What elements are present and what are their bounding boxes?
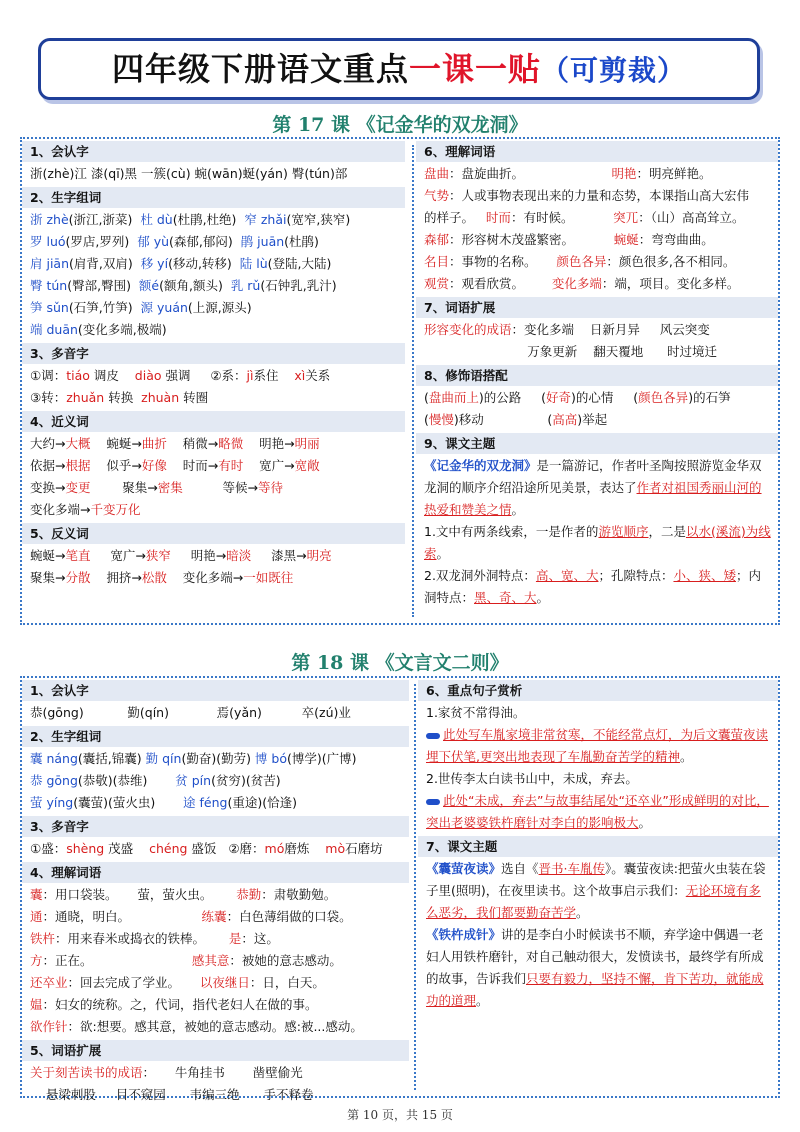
text-segment: 名目 (424, 254, 450, 269)
text-segment: 杜 dù (140, 212, 173, 227)
lesson-17-left-column (22, 139, 405, 589)
text-segment: 明丽 (294, 436, 320, 451)
text-segment: ：正在。 (42, 953, 192, 968)
column-divider (412, 145, 414, 617)
text-segment: 窄 zhǎi (244, 212, 287, 227)
text-line (416, 273, 778, 295)
text-segment: 分散 (65, 570, 91, 585)
text-segment: ：白色薄绢做的口袋。 (226, 909, 352, 924)
section-header: 3、多音字 (22, 343, 405, 364)
text-segment: 1.文中有两条线索，一是作者的 (424, 524, 599, 539)
section-header: 6、重点句子赏析 (418, 680, 778, 701)
text-segment: 悬梁刺股 目不窥园 韦编三绝 手不释卷 (30, 1087, 314, 1102)
section-header: 1、会认字 (22, 680, 409, 701)
text-segment: ：用口袋装。 萤，萤火虫。 (42, 887, 237, 902)
text-line (22, 792, 409, 814)
text-segment: (囊括,锦囊) (77, 751, 146, 766)
text-segment: ：有时候。 (510, 210, 614, 225)
text-segment: ( (424, 412, 429, 427)
text-segment: 勤 qín (145, 751, 182, 766)
section-header: 7、词语扩展 (416, 297, 778, 318)
text-line (22, 928, 409, 950)
lesson-18-left-column (22, 678, 409, 1106)
text-segment: (宽窄,狭窄) (286, 212, 351, 227)
text-segment: 乳 rǔ (230, 278, 261, 293)
text-segment: 是一篇游记，作者叶圣陶按照游览金华双龙洞的顺序介绍沿途所见美景，表达了 (424, 458, 762, 495)
text-segment: ；孔隙特点： (598, 568, 674, 583)
text-segment: 只要有毅力，坚持不懈，肯下苦功，就能成功的道理 (426, 971, 764, 1008)
text-segment: 小、狭、矮 (673, 568, 736, 583)
text-segment: diào (134, 368, 162, 383)
text-segment: 以夜继日 (199, 975, 250, 990)
text-segment: 游览顺序 (598, 524, 649, 539)
text-segment: 铁杵 (30, 931, 56, 946)
banner-note: （可剪裁） (541, 54, 687, 87)
text-segment: 明艳→ (170, 548, 227, 563)
text-paragraph (416, 455, 778, 521)
text-segment: (浙江,浙菜) (68, 212, 141, 227)
text-segment: 囊 (30, 887, 43, 902)
text-segment: 根据 (65, 458, 91, 473)
text-segment: 系住 (253, 368, 295, 383)
text-line (416, 319, 778, 341)
pencil-icon (426, 799, 440, 805)
text-line (22, 231, 405, 253)
text-segment: (杜鹃,杜绝) (172, 212, 245, 227)
text-segment: 媪 (30, 997, 43, 1012)
text-line (22, 748, 409, 770)
text-segment: 笔直 (65, 548, 91, 563)
text-segment: 《囊萤夜读》 (426, 861, 502, 876)
text-line (416, 387, 778, 409)
text-line (418, 768, 778, 790)
text-line (22, 319, 405, 341)
page-banner (38, 38, 760, 100)
text-segment: 调皮 (89, 368, 135, 383)
text-line (416, 185, 778, 207)
text-segment: 宽广→ (243, 458, 295, 473)
section-header: 5、反义词 (22, 523, 405, 544)
text-segment: 拥挤→ (90, 570, 142, 585)
text-segment: ：变化多端 日新月异 风云突变 (511, 322, 710, 337)
section-header: 7、课文主题 (418, 836, 778, 857)
section-header: 5、词语扩展 (22, 1040, 409, 1061)
text-segment: 松散 (141, 570, 167, 585)
text-line (22, 567, 405, 589)
text-segment: 欲作针 (30, 1019, 68, 1034)
text-segment: ：盘旋曲折。 (449, 166, 612, 181)
text-line (22, 433, 405, 455)
text-segment: 罗 luó (30, 234, 66, 249)
text-line (22, 545, 405, 567)
text-segment: ：明亮鲜艳。 (636, 166, 712, 181)
text-segment: 笋 sǔn (30, 300, 69, 315)
text-segment: 变换→ (30, 480, 66, 495)
text-segment: ：事物的名称。 (449, 254, 557, 269)
text-line (22, 387, 405, 409)
text-segment: 宽敞 (294, 458, 320, 473)
text-segment: 讲的是李白小时候读书不顺，弃学途中偶遇一老妇人用铁杵磨针，对自己触动很大，发愤读书，最终学有所成的故事，告诉我们 (426, 927, 764, 986)
text-segment: (森郁,郁闷) (169, 234, 241, 249)
text-segment: 额é (138, 278, 160, 293)
text-segment: 大约→ (30, 436, 66, 451)
text-segment: 变化多端→ (166, 570, 244, 585)
text-line (22, 253, 405, 275)
text-segment: 曲折 (141, 436, 167, 451)
lesson-18-title: 第 18 课 《文言文二则》 (291, 652, 509, 674)
text-segment: 等候→ (182, 480, 258, 495)
text-segment: 明亮 (306, 548, 332, 563)
text-segment: 气势 (424, 188, 450, 203)
text-segment: ；内洞特点： (424, 568, 761, 605)
text-segment: 浙(zhè)江 漆(qī)黑 一簇(cù) 蜿(wān)蜒(yán) 臀(tún)部 (30, 166, 348, 181)
text-segment: 萤 yíng (30, 795, 74, 810)
lesson-17-title: 第 17 课 《记金华的双龙洞》 (272, 114, 528, 136)
text-segment: 盛饭 ②磨： (187, 841, 265, 856)
text-segment: shèng (66, 841, 105, 856)
text-segment: 》。囊萤夜读:把萤火虫装在袋子里(照明)，在夜里读书。这个故事启示我们： (426, 861, 766, 898)
text-segment: (囊萤)(萤火虫) (73, 795, 184, 810)
text-segment: 作者对祖国秀丽山河的热爱和赞美之情 (424, 480, 762, 517)
text-paragraph (418, 790, 778, 834)
text-segment: 2.世传李太白读书山中，未成，弃去。 (426, 771, 638, 786)
text-segment: zhuàn (141, 390, 180, 405)
text-segment: 此处写车胤家境非常贫寒，不能经常点灯，为后文囊萤夜读埋下伏笔,更突出地表现了车胤勤奋苦学的精神 (426, 727, 769, 764)
text-segment: ：这。 (241, 931, 279, 946)
text-segment: 。 (511, 502, 525, 517)
text-segment: 此处“未成，弃去”与故事结尾处“还卒业”形成鲜明的对比，突出老婆婆铁杵磨针对李白的影响极大 (426, 793, 769, 830)
text-segment: 宽广→ (90, 548, 146, 563)
text-segment: 盘曲 (424, 166, 450, 181)
text-segment: jì (246, 368, 254, 383)
text-segment: 源 yuán (140, 300, 188, 315)
text-segment: 石磨坊 (345, 841, 383, 856)
text-segment: 的样子。 (424, 210, 486, 225)
text-segment: 形容变化的成语 (424, 322, 512, 337)
text-segment: ( (424, 390, 429, 405)
text-segment: xì (294, 368, 306, 383)
text-segment: 《铁杵成针》 (426, 927, 502, 942)
text-segment: 选自《 (501, 861, 539, 876)
text-segment: 。 (536, 590, 550, 605)
text-segment: 略微 (218, 436, 244, 451)
text-segment: (杜鹃) (284, 234, 319, 249)
text-segment: ①盛： (30, 841, 67, 856)
text-line (22, 994, 409, 1016)
section-header: 4、理解词语 (22, 862, 409, 883)
text-segment: 。 (436, 546, 450, 561)
banner-highlight: 一课一贴 (408, 50, 541, 88)
text-segment: 聚集→ (30, 570, 66, 585)
text-segment: 贫 pín (175, 773, 212, 788)
text-segment: ：人或事物表现出来的力量和态势，本课指山高大宏伟 (449, 188, 750, 203)
text-segment: (登陆,大陆) (267, 256, 332, 271)
text-segment: 茂盛 (104, 841, 150, 856)
text-segment: )移动 ( (453, 412, 553, 427)
text-segment: ：日，白天。 (249, 975, 325, 990)
text-segment: 恭(gōng) 勤(qín) 焉(yǎn) 卒(zú)业 (30, 705, 351, 720)
text-line (416, 229, 778, 251)
text-segment: ：欲:想要。感其意，被她的意志感动。感:被...感动。 (67, 1019, 363, 1034)
text-segment: (勤奋)(勤劳) (181, 751, 255, 766)
text-segment: 肩 jiān (30, 256, 70, 271)
text-segment: ：端，项目。变化多样。 (601, 276, 740, 291)
text-segment: 转圈 (179, 390, 209, 405)
section-header: 4、近义词 (22, 411, 405, 432)
text-segment: (石笋,竹笋) (68, 300, 141, 315)
section-header: 2、生字组词 (22, 726, 409, 747)
text-line (418, 702, 778, 724)
text-segment: 好奇 (546, 390, 572, 405)
text-line (22, 972, 409, 994)
text-segment: 。 (679, 749, 693, 764)
text-segment: 磨炼 (284, 841, 326, 856)
text-segment: 万象更新 翻天覆地 时过境迁 (424, 344, 718, 359)
text-segment: ：（山）高高耸立。 (638, 210, 745, 225)
text-segment: 暗淡 (226, 548, 252, 563)
text-segment: ③转： (30, 390, 67, 405)
text-line (22, 163, 405, 185)
column-divider (414, 684, 416, 1090)
text-segment: 好像 (141, 458, 167, 473)
text-segment: 高高 (552, 412, 578, 427)
text-segment: 黑、奇、大 (474, 590, 537, 605)
text-segment: 明艳→ (243, 436, 295, 451)
text-segment: 密集 (157, 480, 183, 495)
banner-title: 四年级下册语文重点 (111, 50, 409, 88)
text-segment: ：被她的意志感动。 (229, 953, 342, 968)
text-segment: 以水(溪流)为线索 (424, 524, 771, 561)
text-segment: ：弯弯曲曲。 (638, 232, 714, 247)
text-segment: 晋书·车胤传 (538, 861, 606, 876)
text-segment: 博 bó (254, 751, 287, 766)
text-paragraph (418, 924, 778, 1012)
text-segment: ：通晓，明白。 (42, 909, 202, 924)
text-segment: 聚集→ (90, 480, 158, 495)
text-segment: (重途)(恰逢) (227, 795, 297, 810)
text-segment: (额角,额头) (159, 278, 231, 293)
text-segment: 稍微→ (166, 436, 219, 451)
pencil-icon (426, 733, 440, 739)
text-segment: 陆 lù (239, 256, 268, 271)
text-segment: 臀 tún (30, 278, 68, 293)
text-segment: ：用来春米或捣衣的铁棒。 (55, 931, 229, 946)
text-segment: 蜿蜒 (613, 232, 639, 247)
text-segment: tiáo (66, 368, 90, 383)
page-footer: 第 10 页，共 15 页 (347, 1108, 453, 1122)
text-paragraph (416, 521, 778, 565)
text-segment: )举起 (577, 412, 608, 427)
text-segment: 明艳 (611, 166, 637, 181)
text-segment: ：肃敬勤勉。 (261, 887, 337, 902)
text-line (416, 409, 778, 431)
lesson-18-right-column (418, 678, 778, 1012)
text-segment: 强调 ②系： (161, 368, 247, 383)
section-header: 9、课文主题 (416, 433, 778, 454)
text-segment: 时而 (485, 210, 511, 225)
text-paragraph (418, 724, 778, 768)
text-segment: 突兀 (613, 210, 639, 225)
text-segment: 变化多端 (551, 276, 602, 291)
text-line (22, 209, 405, 231)
text-paragraph (418, 858, 778, 924)
text-line (22, 297, 405, 319)
text-line (22, 477, 405, 499)
text-segment: 似乎→ (90, 458, 142, 473)
text-segment: )的公路 ( (478, 390, 547, 405)
text-segment: 。 (476, 993, 489, 1008)
section-header: 8、修饰语搭配 (416, 365, 778, 386)
lesson-17-right-column (416, 139, 778, 609)
text-segment: 千变万化 (90, 502, 141, 517)
text-segment: 感其意 (191, 953, 230, 968)
text-segment: 转换 (104, 390, 142, 405)
text-line (22, 499, 405, 521)
text-segment: 。 (638, 815, 652, 830)
text-segment: 高、宽、大 (535, 568, 599, 583)
text-segment: 盘曲而上 (428, 390, 479, 405)
text-segment: 狭窄 (145, 548, 171, 563)
text-segment: 依据→ (30, 458, 66, 473)
text-segment: 关系 (305, 368, 331, 383)
text-segment: ，二是 (648, 524, 686, 539)
text-paragraph (416, 565, 778, 609)
text-line (22, 770, 409, 792)
lesson-18-box (20, 676, 780, 1102)
text-segment: 途 féng (183, 795, 228, 810)
text-segment: 蜿蜒→ (30, 548, 66, 563)
text-segment: ： 牛角挂书 凿壁偷光 (142, 1065, 303, 1080)
text-segment: ：形容树木茂盛繁密。 (449, 232, 614, 247)
text-segment: 练囊 (201, 909, 227, 924)
text-segment: )的石笋 (688, 390, 731, 405)
text-line (22, 950, 409, 972)
text-segment: 颜色各异 (638, 390, 689, 405)
text-segment: 浙 zhè (30, 212, 69, 227)
text-segment: 端 duān (30, 322, 78, 337)
text-segment: 无论环境有多么恶劣，我们都要勤奋苦学 (426, 883, 761, 920)
text-segment: 颜色各异 (556, 254, 607, 269)
text-segment: 时而→ (166, 458, 219, 473)
text-segment: zhuǎn (66, 390, 105, 405)
lesson-17-box (20, 137, 780, 625)
text-segment: 鹃 juān (240, 234, 285, 249)
text-segment: (贫穷)(贫苦) (211, 773, 281, 788)
text-segment: ：观看欣赏。 (449, 276, 552, 291)
text-segment: mó (264, 841, 285, 856)
text-line (22, 838, 409, 860)
text-line (416, 163, 778, 185)
text-segment: (博学)(广博) (286, 751, 357, 766)
text-segment: 森郁 (424, 232, 450, 247)
text-segment: )的心情 ( (571, 390, 639, 405)
text-line (22, 702, 409, 724)
text-line (416, 251, 778, 273)
text-line (22, 1084, 409, 1106)
text-line (22, 275, 405, 297)
section-header: 3、多音字 (22, 816, 409, 837)
text-segment: 2.双龙洞外洞特点： (424, 568, 536, 583)
text-line (416, 341, 778, 363)
text-line (22, 906, 409, 928)
text-segment: 郁 yù (137, 234, 170, 249)
section-header: 2、生字组词 (22, 187, 405, 208)
text-line (22, 365, 405, 387)
text-segment: 漆黑→ (251, 548, 307, 563)
text-segment: 还卒业 (30, 975, 68, 990)
section-header: 6、理解词语 (416, 141, 778, 162)
text-segment: 关于刻苦读书的成语 (30, 1065, 143, 1080)
text-segment: 。 (576, 905, 589, 920)
text-segment: (上源,源头) (187, 300, 252, 315)
text-segment: (石钟乳,乳汁) (260, 278, 337, 293)
text-segment: 1.家贫不常得油。 (426, 705, 526, 720)
text-segment: ①调： (30, 368, 67, 383)
text-segment: 变更 (65, 480, 91, 495)
text-segment: 通 (30, 909, 43, 924)
text-segment: 观赏 (424, 276, 450, 291)
text-segment: 蜿蜒→ (90, 436, 142, 451)
text-segment: (罗店,罗列) (65, 234, 138, 249)
text-line (416, 207, 778, 229)
text-segment: 移 yí (140, 256, 169, 271)
text-segment: (移动,转移) (168, 256, 240, 271)
text-segment: 一如既往 (243, 570, 294, 585)
text-segment: 恭勤 (236, 887, 262, 902)
text-line (22, 1016, 409, 1038)
text-segment: mò (325, 841, 346, 856)
text-line (22, 1062, 409, 1084)
text-segment: 大概 (65, 436, 91, 451)
text-segment: 有时 (218, 458, 244, 473)
text-segment: 方 (30, 953, 43, 968)
text-line (22, 884, 409, 906)
text-segment: (臀部,臀围) (67, 278, 139, 293)
text-segment: 《记金华的双龙洞》 (424, 458, 537, 473)
text-segment: (恭敬)(恭维) (77, 773, 176, 788)
text-segment: 变化多端→ (30, 502, 91, 517)
text-segment: 囊 náng (30, 751, 78, 766)
text-segment: chéng (149, 841, 188, 856)
text-segment: 恭 gōng (30, 773, 78, 788)
text-segment: ：妇女的统称。之，代词，指代老妇人在做的事。 (42, 997, 318, 1012)
text-segment: ：回去完成了学业。 (67, 975, 200, 990)
text-segment: (肩背,双肩) (69, 256, 141, 271)
section-header: 1、会认字 (22, 141, 405, 162)
text-segment: 慢慢 (428, 412, 454, 427)
text-segment: ：颜色很多,各不相同。 (606, 254, 736, 269)
text-line (22, 455, 405, 477)
text-segment: 等待 (258, 480, 284, 495)
text-segment: (变化多端,极端) (77, 322, 167, 337)
text-segment: 是 (228, 931, 242, 946)
